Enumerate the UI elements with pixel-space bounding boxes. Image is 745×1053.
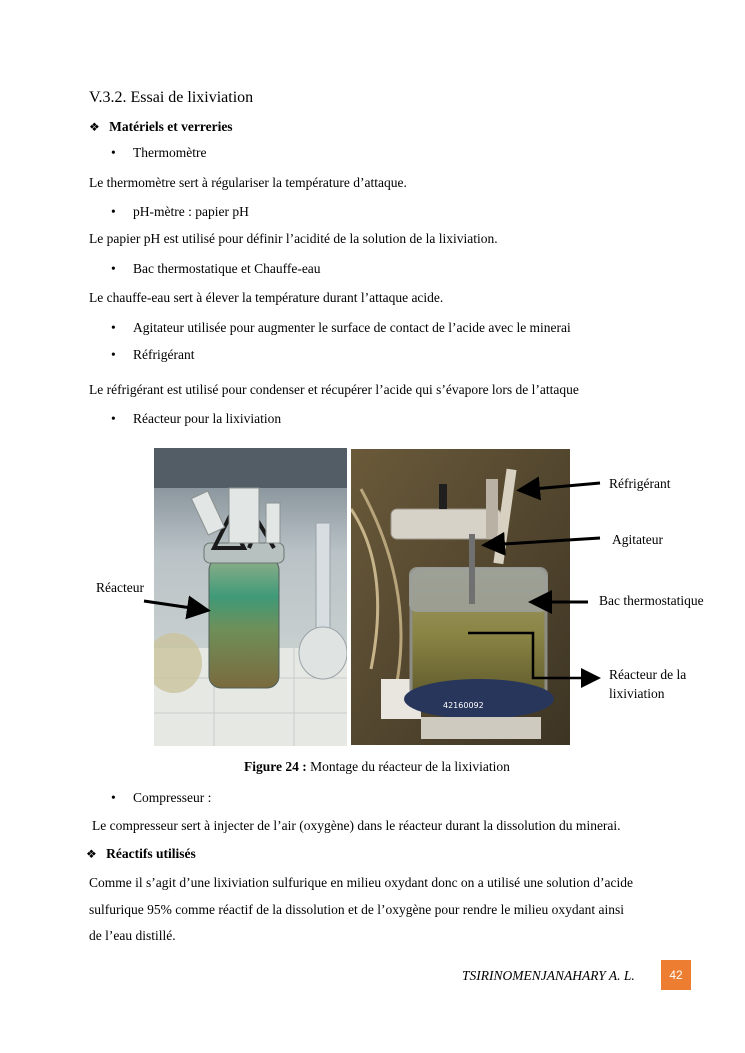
- paragraph-refrigerant: Le réfrigérant est utilisé pour condenser et récupérer l’acide qui s’évapore lors de l’attaque: [89, 382, 579, 397]
- diamond-bullet-icon: ❖: [86, 847, 97, 861]
- list-item-reacteur: • Réacteur pour la lixiviation: [133, 411, 281, 427]
- list-item-refrigerant: • Réfrigérant: [133, 347, 194, 363]
- paragraph-compresseur: Le compresseur sert à injecter de l’air (oxygène) dans le réacteur durant la dissolution du minerai.: [92, 818, 621, 833]
- photo-serial-label: 42160092: [443, 701, 484, 710]
- paragraph-ph: Le papier pH est utilisé pour définir l’acidité de la solution de la lixiviation.: [89, 231, 498, 246]
- reactifs-line-2: sulfurique 95% comme réactif de la dissolution et de l’oxygène pour rendre le milieu oxydant ainsi: [89, 902, 624, 917]
- callout-refrigerant: Réfrigérant: [609, 476, 671, 491]
- figure-caption-label: Figure 24 :: [244, 759, 307, 774]
- callout-reacteur-lix-line2: lixiviation: [609, 686, 665, 701]
- photo-reactor-left: [154, 448, 347, 746]
- callout-reacteur: Réacteur: [96, 580, 144, 595]
- footer-author: TSIRINOMENJANAHARY A. L.: [462, 968, 635, 983]
- paragraph-bac: Le chauffe-eau sert à élever la température durant l’attaque acide.: [89, 290, 444, 305]
- list-item-compresseur: • Compresseur :: [133, 790, 211, 806]
- reactifs-heading: Réactifs utilisés: [106, 846, 196, 861]
- list-item-ph: • pH-mètre : papier pH: [133, 204, 249, 220]
- list-item-bac: • Bac thermostatique et Chauffe-eau: [133, 261, 321, 277]
- materials-heading: Matériels et verreries: [109, 119, 233, 134]
- section-title: V.3.2. Essai de lixiviation: [89, 89, 254, 106]
- reactifs-heading-row: [86, 846, 196, 862]
- materials-heading-row: [89, 119, 233, 135]
- figure-caption: [244, 759, 510, 775]
- callout-agitateur: Agitateur: [612, 532, 663, 547]
- callout-bac: Bac thermostatique: [599, 593, 704, 608]
- figure-caption-text: Montage du réacteur de la lixiviation: [306, 759, 510, 774]
- photo-reactor-right: [351, 449, 570, 745]
- page-number: 42: [661, 960, 691, 990]
- paragraph-thermometre: Le thermomètre sert à régulariser la température d’attaque.: [89, 175, 407, 190]
- list-item-thermometre: • Thermomètre: [133, 145, 206, 161]
- list-item-agitateur: • Agitateur utilisée pour augmenter le surface de contact de l’acide avec le minerai: [133, 320, 571, 336]
- reactifs-line-3: de l’eau distillé.: [89, 928, 176, 943]
- diamond-bullet-icon: ❖: [89, 120, 100, 134]
- callout-reacteur-lix-line1: Réacteur de la: [609, 667, 687, 682]
- reactifs-line-1: Comme il s’agit d’une lixiviation sulfurique en milieu oxydant donc on a utilisé une solution d’acide: [89, 875, 634, 890]
